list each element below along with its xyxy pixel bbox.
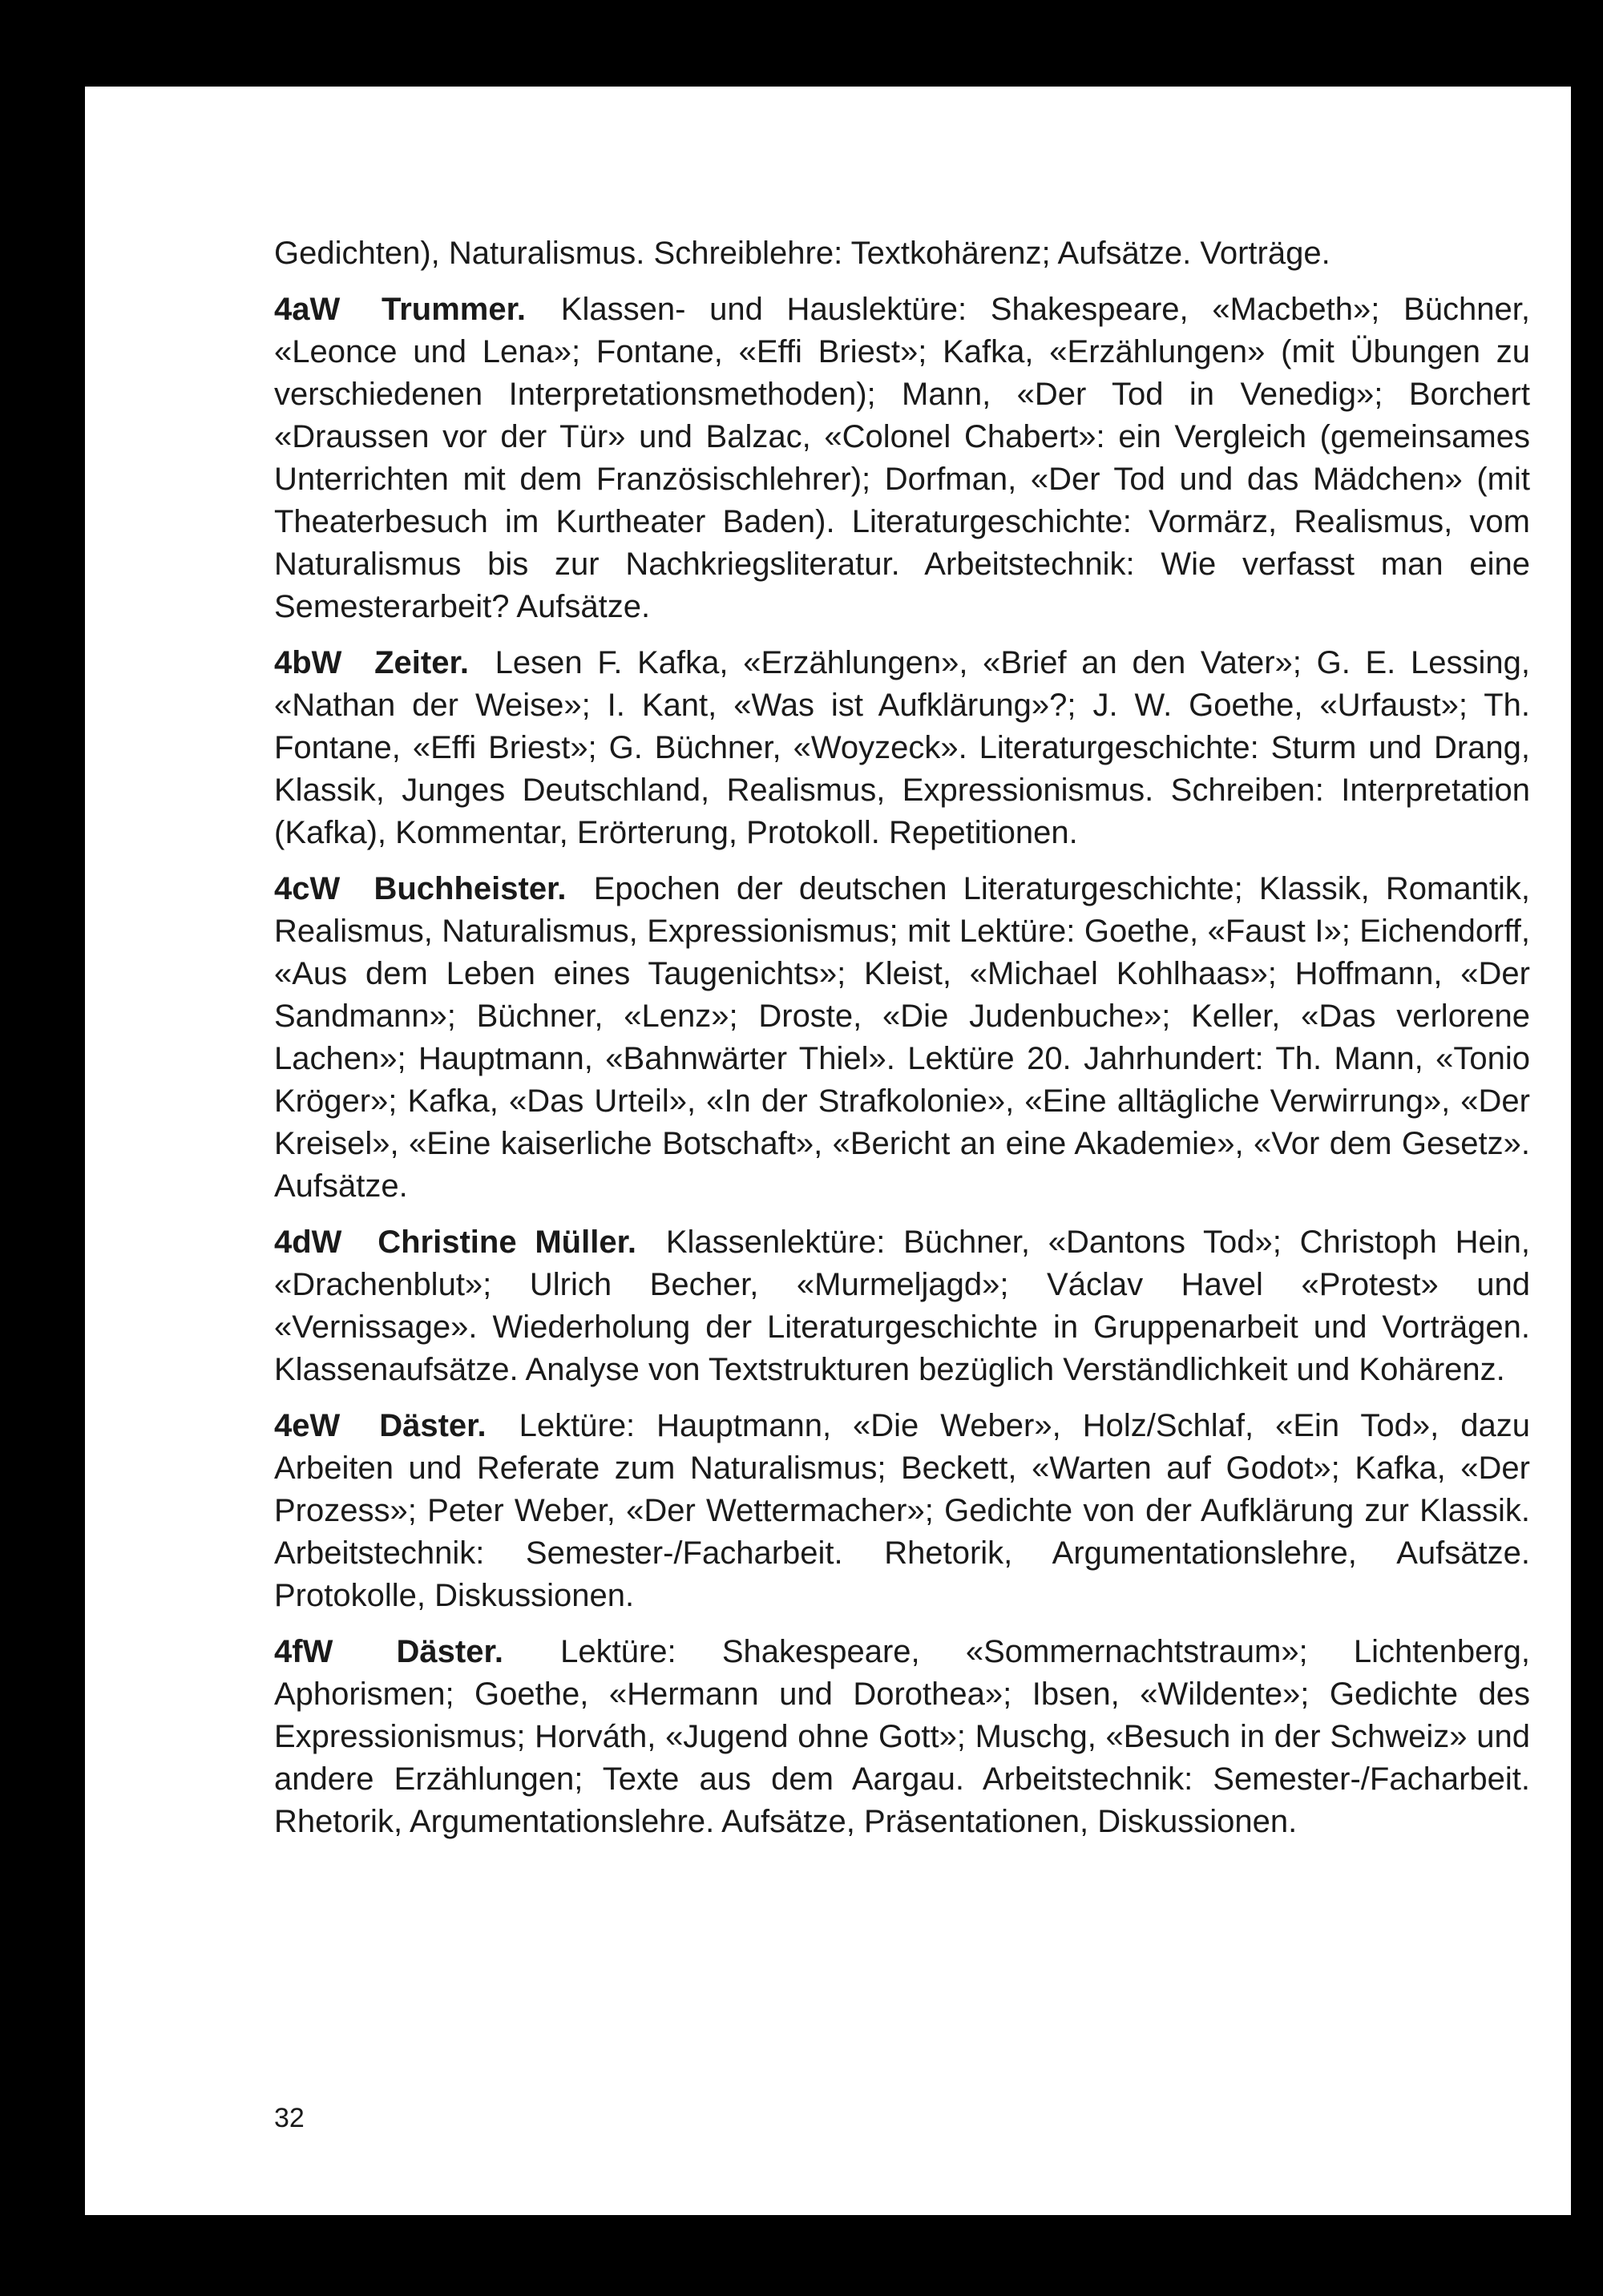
entry-text: Klassenlektüre: Büchner, «Dantons Tod»; Christoph Hein, «Drachenblut»; Ulrich Becher, «Murmeljagd»; Václav Havel «Protest» und «Vernissage». Wiederholung der Literaturgeschichte in Gruppenarbeit und Vorträgen. Klassenaufsätze. Analyse von Textstrukturen bezüglich Verständlichkeit und Kohärenz.	[274, 1225, 1530, 1387]
entry-4bw	[274, 642, 1530, 854]
class-code: 4fW	[274, 1634, 333, 1669]
teacher-name: Trummer.	[381, 292, 527, 327]
entry-4aw	[274, 289, 1530, 628]
intro-text: Gedichten), Naturalismus. Schreiblehre: Textkohärenz; Aufsätze. Vorträge.	[274, 236, 1330, 271]
class-code: 4eW	[274, 1408, 341, 1443]
entry-text: Lektüre: Hauptmann, «Die Weber», Holz/Schlaf, «Ein Tod», dazu Arbeiten und Referate zum Naturalismus; Beckett, «Warten auf Godot»; Kafka, «Der Prozess»; Peter Weber, «Der Wettermacher»; Gedichte von der Aufklärung zur Klassik. Arbeitstechnik: Semester-/Facharbeit. Rhetorik, Argumentationslehre, Aufsätze. Protokolle, Diskussionen.	[274, 1408, 1530, 1613]
class-code: 4dW	[274, 1225, 342, 1260]
page-content	[274, 232, 1530, 1857]
entry-4fw	[274, 1631, 1530, 1843]
entry-text: Klassen- und Hauslektüre: Shakespeare, «Macbeth»; Büchner, «Leonce und Lena»; Fontane, «Effi Briest»; Kafka, «Erzählungen» (mit Übungen zu verschiedenen Interpretationsmethoden); Mann, «Der Tod in Venedig»; Borchert «Draussen vor der Tür» und Balzac, «Colonel Chabert»: ein Vergleich (gemeinsames Unterrichten mit dem Französischlehrer); Dorfman, «Der Tod und das Mädchen» (mit Theaterbesuch im Kurtheater Baden). Literaturgeschichte: Vormärz, Realismus, vom Naturalismus bis zur Nachkriegsliteratur. Arbeitstechnik: Wie verfasst man eine Semesterarbeit? Aufsätze.	[274, 292, 1530, 624]
teacher-name: Buchheister.	[373, 871, 567, 906]
entry-4cw	[274, 868, 1530, 1208]
entry-4ew	[274, 1405, 1530, 1617]
teacher-name: Däster.	[396, 1634, 503, 1669]
teacher-name: Däster.	[379, 1408, 487, 1443]
teacher-name: Zeiter.	[374, 645, 469, 680]
page-number: 32	[274, 2103, 305, 2133]
entry-text: Lesen F. Kafka, «Erzählungen», «Brief an den Vater»; G. E. Lessing, «Nathan der Weise»; I. Kant, «Was ist Aufklärung»?; J. W. Goethe, «Urfaust»; Th. Fontane, «Effi Briest»; G. Büchner, «Woyzeck». Literaturgeschichte: Sturm und Drang, Klassik, Junges Deutschland, Realismus, Expressionismus. Schreiben: Interpretation (Kafka), Kommentar, Erörterung, Protokoll. Repetitionen.	[274, 645, 1530, 850]
document-page	[85, 87, 1571, 2215]
class-code: 4aW	[274, 292, 341, 327]
entry-text: Epochen der deutschen Literaturgeschichte; Klassik, Romantik, Realismus, Naturalismus, Expressionismus; mit Lektüre: Goethe, «Faust I»; Eichendorff, «Aus dem Leben eines Taugenichts»; Kleist, «Michael Kohlhaas»; Hoffmann, «Der Sandmann»; Büchner, «Lenz»; Droste, «Die Judenbuche»; Keller, «Das verlorene Lachen»; Hauptmann, «Bahnwärter Thiel». Lektüre 20. Jahrhundert: Th. Mann, «Tonio Kröger»; Kafka, «Das Urteil», «In der Strafkolonie», «Eine alltägliche Verwirrung», «Der Kreisel», «Eine kaiserliche Botschaft», «Bericht an eine Akademie», «Vor dem Gesetz». Aufsätze.	[274, 871, 1530, 1204]
teacher-name: Christine Müller.	[378, 1225, 637, 1260]
entry-4dw	[274, 1221, 1530, 1391]
class-code: 4bW	[274, 645, 342, 680]
intro-paragraph	[274, 232, 1530, 275]
class-code: 4cW	[274, 871, 341, 906]
entry-text: Lektüre: Shakespeare, «Sommernachtstraum»; Lichtenberg, Aphorismen; Goethe, «Hermann und Dorothea»; Ibsen, «Wildente»; Gedichte des Expressionismus; Horváth, «Jugend ohne Gott»; Muschg, «Besuch in der Schweiz» und andere Erzählungen; Texte aus dem Aargau. Arbeitstechnik: Semester-/Facharbeit. Rhetorik, Argumentationslehre. Aufsätze, Präsentationen, Diskussionen.	[274, 1634, 1531, 1839]
